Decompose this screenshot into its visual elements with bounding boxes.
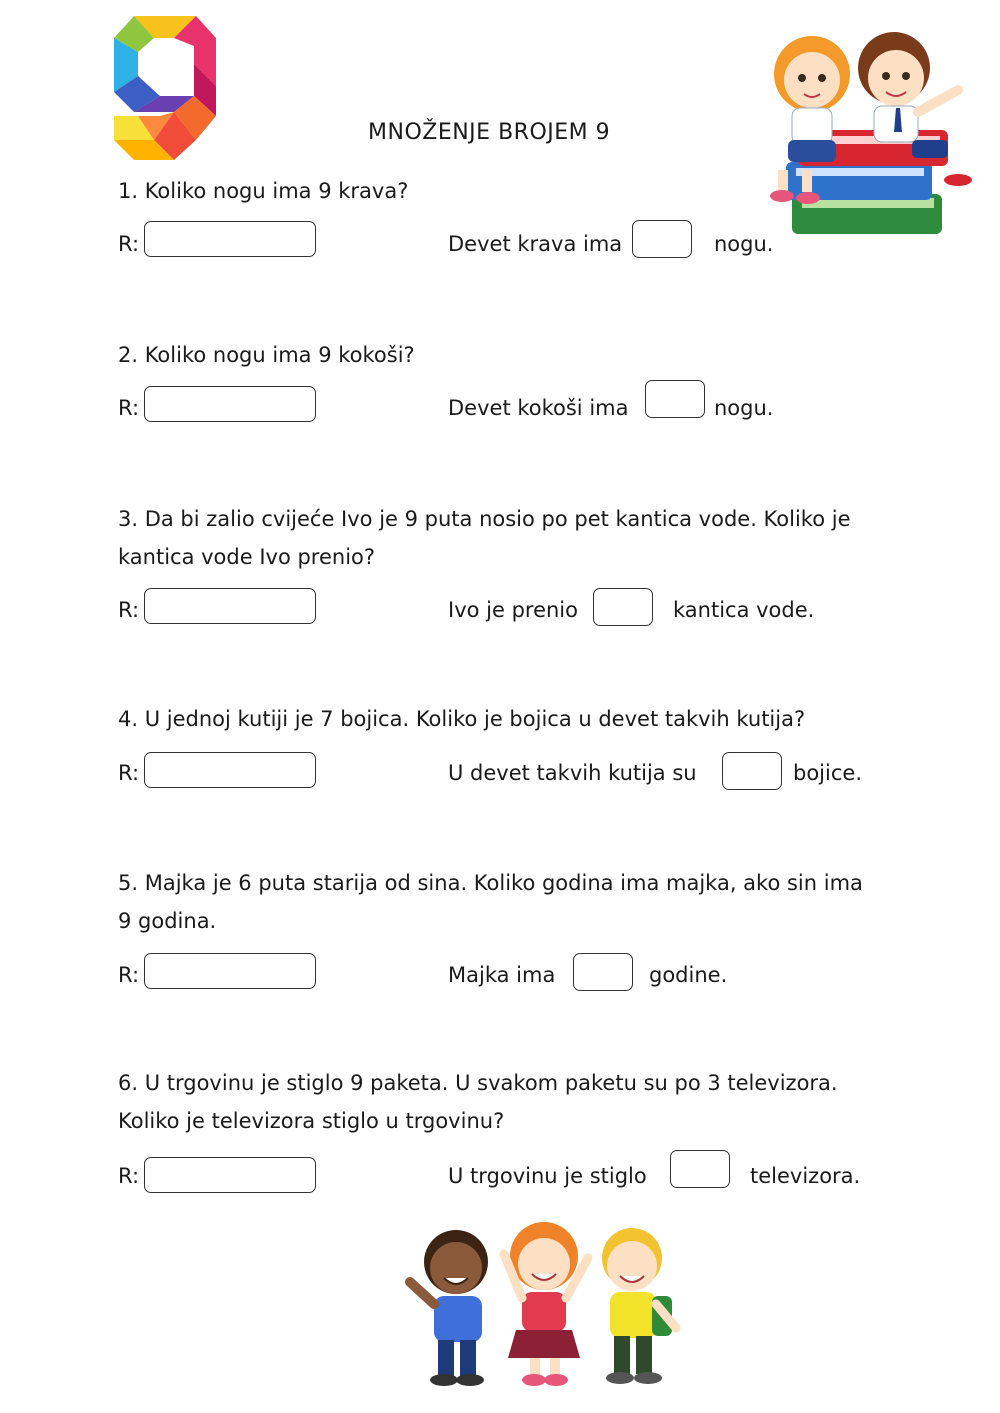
result-box-3[interactable] [593,588,653,626]
rainbow-number-nine-icon [114,16,216,160]
result-box-2[interactable] [645,380,705,418]
sentence-end-3: kantica vode. [673,598,815,622]
answer-label-1: R: [118,232,140,256]
answer-box-3[interactable] [144,588,316,624]
sentence-start-4: U devet takvih kutija su [448,761,697,785]
answer-label-2: R: [118,396,140,420]
question-5: 5. Majka je 6 puta starija od sina. Koliko godina ima majka, ako sin ima 9 godina. [118,871,863,933]
answer-label-3: R: [118,598,140,622]
children-on-books-illustration [762,12,974,266]
answer-label-4: R: [118,761,140,785]
sentence-end-2: nogu. [714,396,774,420]
answer-label-5: R: [118,963,140,987]
page-title: MNOŽENJE BROJEM 9 [368,120,611,145]
three-happy-children-illustration [404,1212,688,1388]
answer-box-2[interactable] [144,386,316,422]
result-box-1[interactable] [632,220,692,258]
result-box-5[interactable] [573,953,633,991]
sentence-start-1: Devet krava ima [448,232,623,256]
sentence-end-6: televizora. [750,1164,861,1188]
sentence-start-3: Ivo je prenio [448,598,578,622]
answer-box-1[interactable] [144,221,316,257]
answer-box-6[interactable] [144,1157,316,1193]
question-3: 3. Da bi zalio cvijeće Ivo je 9 puta nosio po pet kantica vode. Koliko je kantica vode Ivo prenio? [118,507,851,569]
sentence-end-1: nogu. [714,232,774,256]
question-2: 2. Koliko nogu ima 9 kokoši? [118,343,415,367]
sentence-start-2: Devet kokoši ima [448,396,629,420]
sentence-end-5: godine. [649,963,728,987]
question-4: 4. U jednoj kutiji je 7 bojica. Koliko je bojica u devet takvih kutija? [118,707,806,731]
result-box-6[interactable] [670,1150,730,1188]
result-box-4[interactable] [722,752,782,790]
sentence-start-6: U trgovinu je stiglo [448,1164,647,1188]
sentence-end-4: bojice. [793,761,862,785]
answer-label-6: R: [118,1164,140,1188]
answer-box-4[interactable] [144,752,316,788]
question-1: 1. Koliko nogu ima 9 krava? [118,179,409,203]
question-6: 6. U trgovinu je stiglo 9 paketa. U svakom paketu su po 3 televizora. Koliko je televizora stiglo u trgovinu? [118,1071,838,1133]
answer-box-5[interactable] [144,953,316,989]
sentence-start-5: Majka ima [448,963,556,987]
